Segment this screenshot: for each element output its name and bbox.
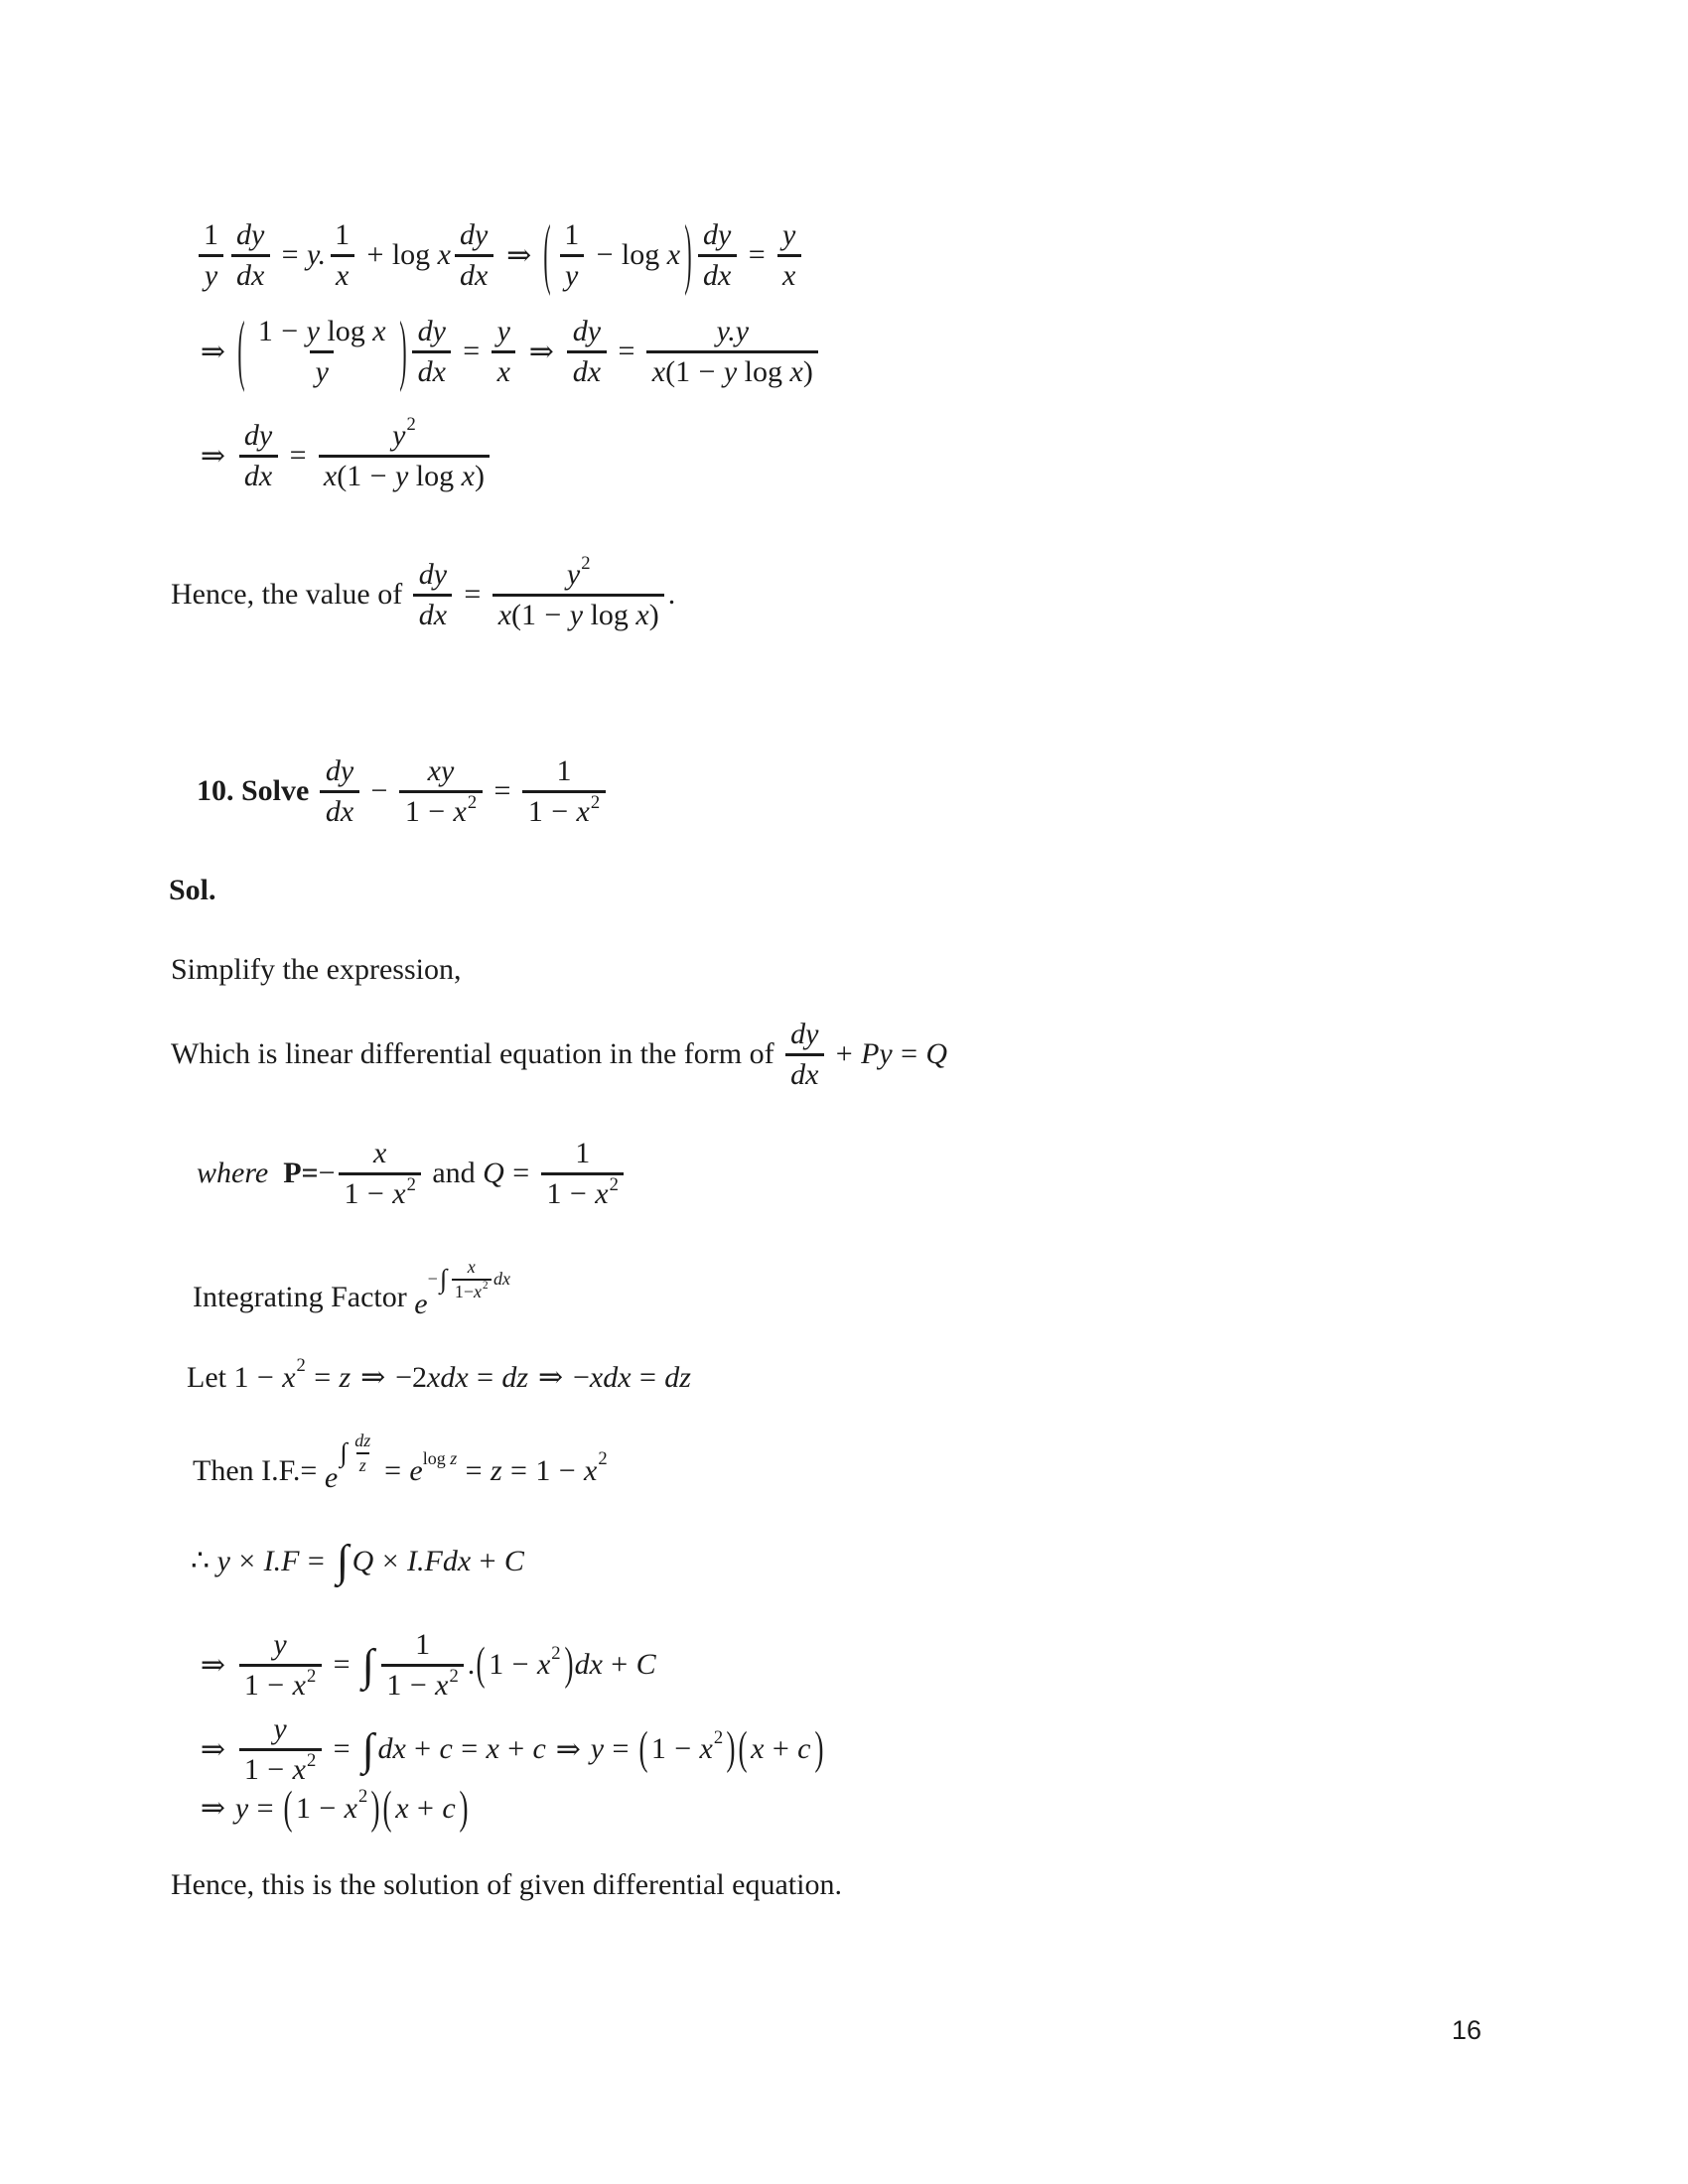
question: 10. Solve $\frac{dy}{dx}$ − xy 1 − x 2 = 1 1 − x 2 — [197, 752, 609, 830]
then-if: Then I.F.= e ∫ $\frac{dz}{z}$ = e log z = z = 1 − x 2 — [193, 1431, 608, 1494]
therefore-formula: ∴ y × I.F = ∫ Q × I.Fdx + C — [191, 1536, 524, 1585]
hence-solution: Hence, this is the solution of given differential equation. — [171, 1868, 842, 1901]
integrating-factor: Integrating Factor e − ∫ x 1− x 2 dx — [193, 1257, 510, 1320]
linear-form: Which is linear differential equation in the form of $\frac{dy}{dx}$ + Py = Q — [171, 1016, 947, 1093]
deriv-1: $\frac{1}{y}$ $\frac{dy}{dx}$ = y. $\frac{1}{x}$ + log x $\frac{dy}{dx}$ ⇒ ( $\frac{1}{y}$ − log x ) $\frac{dy}{dx}$ = $\frac{y}{x}$ — [195, 216, 804, 294]
step-integral: ⇒ y 1 − x 2 = ∫ 1 1 − x 2 . ( 1 − x 2 ) dx + C — [191, 1626, 656, 1704]
final-solution: ⇒ y = ( 1 − x 2 ) ( x + c ) — [200, 1782, 469, 1834]
sol: Sol. — [169, 874, 216, 906]
where-pq: where P= − x 1 − x 2 and Q = 1 1 − x 2 — [197, 1135, 628, 1212]
simplify: Simplify the expression, — [171, 953, 462, 986]
let-substitution: Let 1 − x 2 = z ⇒ −2 xdx = dz ⇒ − xdx = dz — [187, 1355, 691, 1394]
deriv-3: ⇒ $\frac{dy}{dx}$ = y 2 x (1 − y log x ) — [191, 417, 493, 494]
page-number: 16 — [1452, 2015, 1482, 2045]
hence-value: Hence, the value of $\frac{dy}{dx}$ = y 2 x (1 − y log x ) . — [171, 556, 675, 633]
step-solution: ⇒ y 1 − x 2 = ∫ dx + c = x + c ⇒ y = ( 1 − x 2 ) ( x + c ) — [191, 1710, 825, 1788]
deriv-2: ⇒ ( 1 − y log x y ) $\frac{dy}{dx}$ = $\frac{y}{x}$ ⇒ $\frac{dy}{dx}$ = y.y x (1 − y log x ) — [191, 313, 822, 390]
